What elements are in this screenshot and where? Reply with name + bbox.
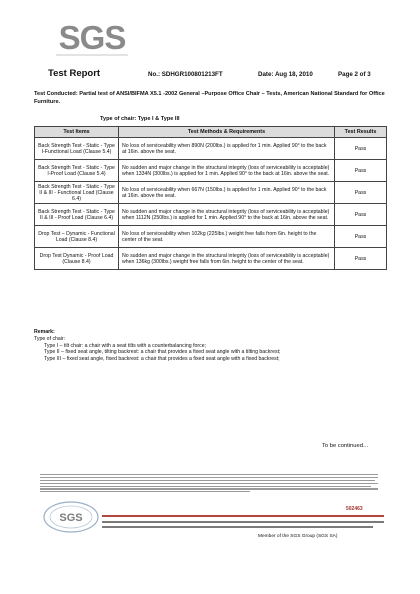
table-row [35, 204, 387, 226]
footer-contact-block [102, 515, 384, 531]
report-title: Test Report [48, 68, 101, 79]
sgs-logo [52, 18, 132, 58]
test-item: Back Strength Test - Static - Type I-Proof Load (Clause 5.4) [35, 160, 119, 182]
test-method: No loss of serviceability when 667N (150lbs.) is applied for 1 min. Applied 90° to the back at 16in. above the seat. [119, 182, 335, 204]
test-item: Back Strength Test - Static - Type I-Functional Load (Clause 5.4) [35, 138, 119, 160]
test-result: Pass [335, 204, 387, 226]
table-header-row [35, 127, 387, 138]
report-number: No.: SDHGR100801213FT [148, 71, 223, 78]
header-test-results: Test Results [335, 127, 387, 138]
member-note: Member of the SGS Group (SGS SA) [258, 534, 338, 539]
header-test-methods: Test Methods & Requirements [119, 127, 335, 138]
test-method: No sudden and major change in the structural integrity (loss of serviceability is acceptable) when 1112N (250lbs.) is applied for 1 min. Applied 90° to the back at 16in. above the seat. [119, 204, 335, 226]
chair-type: Type of chair: Type I & Type III [100, 116, 180, 122]
report-date: Date: Aug 18, 2010 [258, 71, 313, 78]
remark-line-type-2: Type II – fixed seat angle, tilting backrest: a chair that provides a fixed seat angle with a tilting backrest; [44, 349, 281, 356]
test-result: Pass [335, 138, 387, 160]
table-row [35, 160, 387, 182]
test-item: Back Strength Test - Static - Type II & III - Proof Load (Clause 6.4) [35, 204, 119, 226]
footer-fine-print [40, 474, 378, 498]
continued-note: To be continued… [322, 443, 369, 449]
stamp-number: 502463 [346, 506, 363, 512]
test-method: No loss of serviceability when 102kg (225lbs.) weight free falls from 6in. height to the center of the seat. [119, 226, 335, 248]
report-header [40, 70, 385, 82]
table-row [35, 138, 387, 160]
sgs-logo-text: SGS [58, 19, 126, 56]
header-test-items: Test Items [35, 127, 119, 138]
test-result: Pass [335, 182, 387, 204]
table-row [35, 248, 387, 270]
footer-seal-icon [40, 500, 102, 534]
results-table [34, 126, 387, 270]
table-row [35, 226, 387, 248]
test-item: Back Strength Test - Static - Type II & III - Functional Load (Clause 6.4) [35, 182, 119, 204]
test-conducted: Test Conducted: Partial test of ANSI/BIFMA X5.1 -2002 General –Purpose Office Chair – Tests, American National Standard for Office Furniture. [34, 91, 385, 105]
test-method: No sudden and major change in the structural integrity (loss of serviceability is acceptable) when 1334N (300lbs.) is applied for 1 min. Applied 90° to the back at 16in. above the seat. [119, 160, 335, 182]
page-indicator: Page 2 of 3 [338, 71, 371, 78]
remark-line-type-1: Type I – tilt chair: a chair with a seat tilts with a counterbalancing force; [44, 342, 207, 349]
test-item: Drop Test Dynamic - Proof Load (Clause 8.4) [35, 248, 119, 270]
test-item: Drop Test – Dynamic - Functional Load (Clause 8.4) [35, 226, 119, 248]
table-row [35, 182, 387, 204]
footer-logo-text: SGS [59, 512, 83, 524]
test-result: Pass [335, 226, 387, 248]
remark-subtitle: Type of chair: [34, 335, 66, 342]
sgs-logo-mark [52, 18, 132, 58]
test-method: No loss of serviceability when 890N (200lbs.) is applied for 1 min. Applied 90° to the back at 16in. above the seat. [119, 138, 335, 160]
remark-section [34, 329, 394, 363]
test-result: Pass [335, 248, 387, 270]
test-method: No sudden and major change in the structural integrity (loss of serviceability is acceptable) when 136kg (300lbs.) weight free falls from 6in. height to the center of the seat. [119, 248, 335, 270]
remark-title: Remark: [34, 329, 55, 335]
test-result: Pass [335, 160, 387, 182]
footer-sgs-logo [40, 500, 102, 534]
remark-line-type-3: Type III – fixed seat angle, fixed backrest: a chair that provides a fixed seat angle with a fixed backrest; [44, 356, 280, 363]
